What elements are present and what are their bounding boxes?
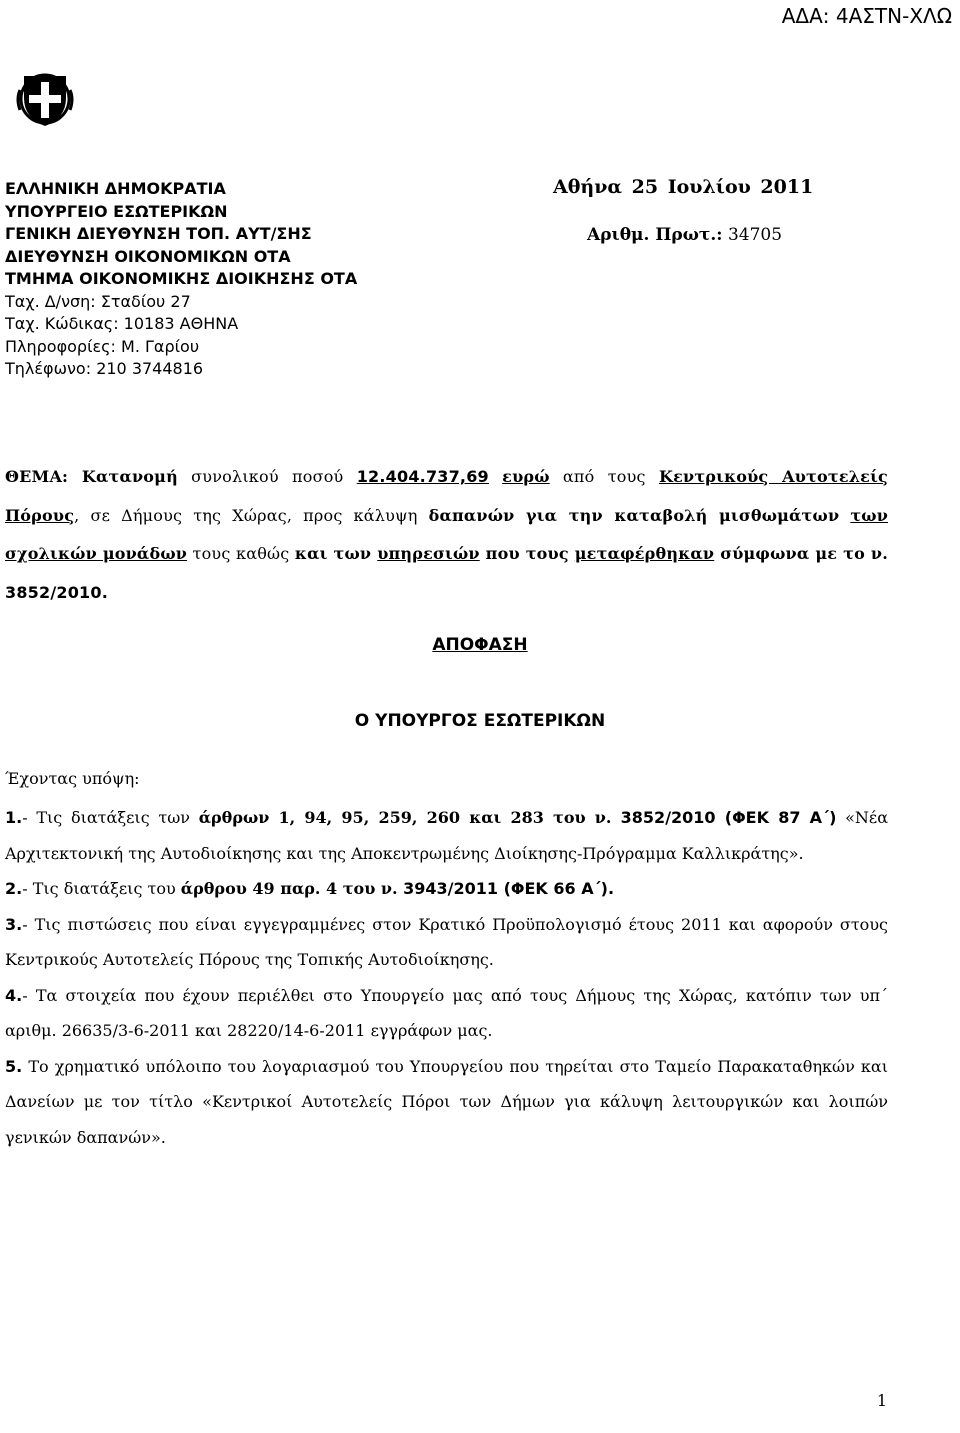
text-run: δαπανών για την καταβολή μισθωμάτων — [428, 505, 840, 525]
text-run: «Νέα Αρχιτεκτονική της Αυτοδιοίκησης και της Αποκεντρωμένης Διοίκησης-Πρόγραμμα Καλλικράτης». — [5, 808, 889, 863]
text-run: 2. — [5, 879, 23, 898]
text-run: 12.404.737,69 — [356, 467, 489, 486]
consideration-item — [5, 800, 888, 871]
protocol-label: Αριθμ. Πρωτ.: — [587, 225, 723, 245]
page-number: 1 — [876, 1391, 887, 1410]
text-run — [839, 506, 850, 525]
text-run: υπηρεσιών — [377, 544, 480, 563]
sender-block — [5, 178, 357, 381]
protocol-value: 34705 — [727, 225, 783, 245]
subject-paragraph — [5, 458, 888, 612]
text-run: Το χρηματικό υπόλοιπο του λογαριασμού του Υπουργείου που τηρείται στο Ταμείο Παρακαταθηκών και Δανείων με τον τίτλο «Κεντρικοί Αυτοτελείς Πόροι των Δήμων για κάλυψη λειτουργικών και λοιπών γενικών δαπανών». — [5, 1056, 888, 1147]
minister-heading: Ο ΥΠΟΥΡΓΟΣ ΕΣΩΤΕΡΙΚΩΝ — [354, 711, 606, 731]
text-run: 5. — [5, 1056, 23, 1076]
text-run: , σε Δήμους της Χώρας, προς κάλυψη — [74, 505, 429, 525]
text-run: που τους — [479, 544, 575, 563]
text-run: 3852/2010 (ΦΕΚ 87 Α΄) — [620, 808, 837, 827]
document-date: Αθήνα 25 Ιουλίου 2011 — [553, 176, 814, 198]
text-run: άρθρων 1, 94, 95, 259, 260 και 283 του ν. — [198, 808, 621, 827]
protocol-number — [587, 225, 782, 245]
text-run: και των — [294, 544, 378, 563]
text-run: 4. — [5, 985, 23, 1005]
sender-line: ΔΙΕΥΘΥΝΣΗ ΟΙΚΟΝΟΜΙΚΩΝ ΟΤΑ — [5, 246, 291, 266]
text-run: - Τις πιστώσεις που είναι εγγεγραμμένες στον Κρατικό Προϋπολογισμό έτους 2011 και αφορούν στους Κεντρικούς Αυτοτελείς Πόρους της Τοπικής Αυτοδιοίκησης. — [5, 914, 888, 969]
consideration-item — [5, 978, 888, 1049]
document-code: ΑΔΑ: 4ΑΣΤΝ-ΧΛΩ — [781, 4, 952, 28]
text-run: των σχολικών μονάδων — [5, 505, 889, 563]
considerations-list — [5, 800, 888, 1155]
sender-line: ΓΕΝΙΚΗ ΔΙΕΥΘΥΝΣΗ ΤΟΠ. ΑΥΤ/ΣΗΣ — [5, 224, 312, 243]
text-run: - Τις διατάξεις του — [22, 879, 181, 898]
text-run: 3852/2010. — [5, 582, 108, 602]
consideration-item — [5, 1049, 888, 1156]
sender-line: ΤΜΗΜΑ ΟΙΚΟΝΟΜΙΚΗΣ ΔΙΟΙΚΗΣΗΣ ΟΤΑ — [5, 269, 358, 288]
text-run: 3. — [5, 914, 23, 934]
text-run: από τους — [549, 467, 659, 486]
sender-line: ΥΠΟΥΡΓΕΙΟ ΕΣΩΤΕΡΙΚΩΝ — [5, 201, 228, 221]
sender-line: Ταχ. Δ/νση: Σταδίου 27 — [5, 291, 191, 311]
text-run: - Τις διατάξεις των — [22, 808, 199, 827]
sender-line: ΕΛΛΗΝΙΚΗ ΔΗΜΟΚΡΑΤΙΑ — [5, 179, 226, 198]
text-run: ΘΕΜΑ: Κατανομή — [5, 467, 178, 486]
decision-heading: ΑΠΟΦΑΣΗ — [432, 635, 528, 655]
text-run: 1. — [5, 808, 23, 827]
considering-label: Έχοντας υπόψη: — [5, 769, 140, 788]
sender-line: Πληροφορίες: Μ. Γαρίου — [5, 336, 200, 356]
greek-coat-of-arms-icon — [14, 68, 76, 130]
text-run: ευρώ — [502, 467, 550, 486]
text-run: συνολικού ποσού — [177, 467, 357, 486]
sender-line: Τηλέφωνο: 210 3744816 — [5, 359, 204, 378]
text-run: - Τα στοιχεία που έχουν περιέλθει στο Υπουργείο μας από τους Δήμους της Χώρας, κατόπιν των υπ΄ αριθμ. 26635/3-6-2011 και 28220/14-6-2011 εγγράφων μας. — [5, 985, 888, 1040]
consideration-item — [5, 871, 888, 907]
text-run: Κεντρικούς Αυτοτελείς Πόρους — [5, 467, 888, 525]
text-run: άρθρου 49 παρ. 4 του ν. — [180, 879, 404, 898]
text-run: 3943/2011 (ΦΕΚ 66 Α΄). — [403, 879, 615, 898]
sender-line: Ταχ. Κώδικας: 10183 ΑΘΗΝΑ — [5, 314, 239, 333]
text-run: μεταφέρθηκαν — [574, 544, 715, 563]
text-run — [489, 467, 502, 486]
text-run: τους καθώς — [187, 544, 295, 563]
consideration-item — [5, 907, 888, 978]
text-run: σύμφωνα με το ν. — [714, 544, 888, 563]
